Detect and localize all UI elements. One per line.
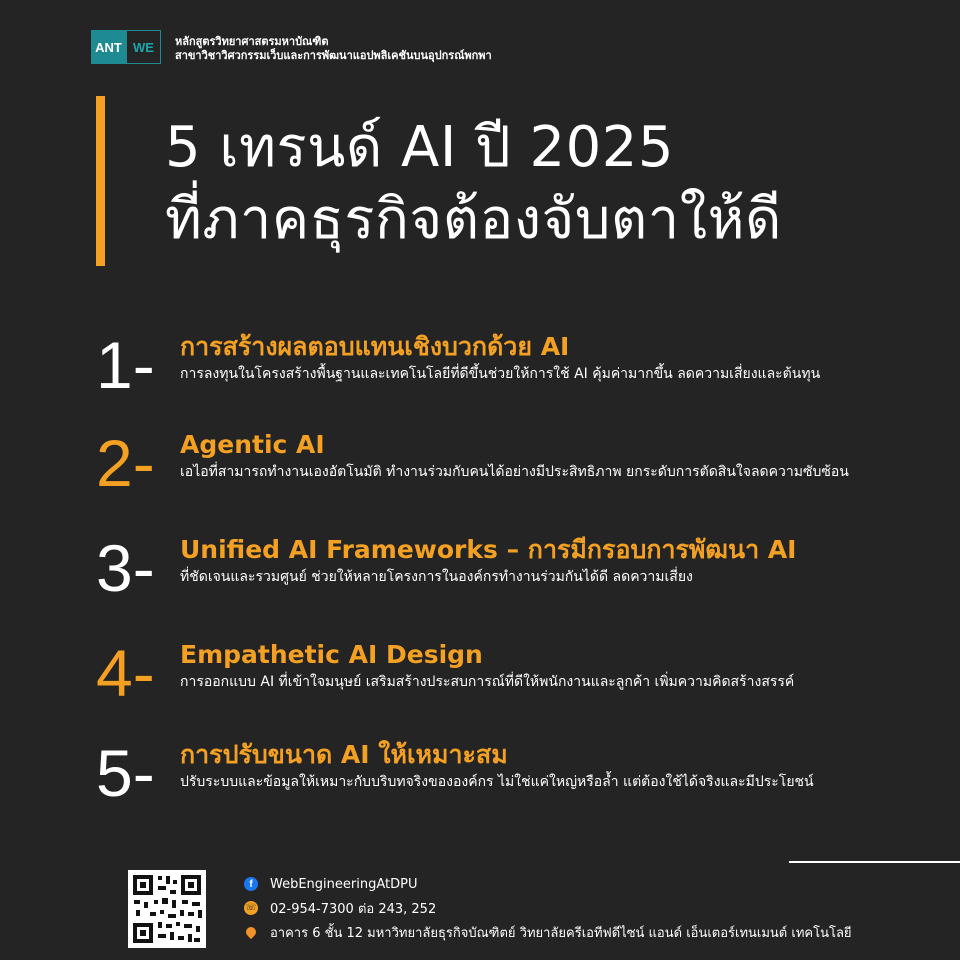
contact-facebook[interactable]	[244, 872, 852, 896]
program-line-2: สาขาวิชาวิศวกรรมเว็บและการพัฒนาแอปพลิเคชันบนอุปกรณ์พกพา	[175, 49, 492, 62]
trend-description: การลงทุนในโครงสร้างพื้นฐานและเทคโนโลยีที่ดีขึ้นช่วยให้การใช้ AI คุ้มค่ามากขึ้น ลดความเสี่ยงและต้นทุน	[180, 366, 821, 382]
contact-phone[interactable]	[244, 896, 852, 920]
title-line-2: ที่ภาคธุรกิจต้องจับตาให้ดี	[165, 187, 782, 252]
trend-title: การปรับขนาด AI ให้เหมาะสม	[180, 740, 508, 769]
trend-number: 5-	[96, 736, 155, 810]
trend-item-3	[0, 533, 960, 623]
logo	[91, 30, 161, 64]
trend-description: ปรับระบบและข้อมูลให้เหมาะกับบริบทจริงขององค์กร ไม่ใช่แค่ใหญ่หรือล้ำ แต่ต้องใช้ได้จริงและมีประโยชน์	[180, 774, 814, 790]
footer-divider	[789, 861, 960, 863]
trend-item-4	[0, 638, 960, 728]
trend-item-1	[0, 330, 960, 420]
phone-icon: ☏	[245, 903, 257, 913]
trend-description: การออกแบบ AI ที่เข้าใจมนุษย์ เสริมสร้างประสบการณ์ที่ดีให้พนักงานและลูกค้า เพิ่มความคิดสร้างสรรค์	[180, 674, 795, 690]
logo-we: WE	[126, 30, 161, 64]
trend-number: 4-	[96, 636, 155, 710]
trend-number: 1-	[96, 328, 155, 402]
trend-title: Agentic AI	[180, 430, 325, 459]
phone-number[interactable]: 02-954-7300 ต่อ 243, 252	[270, 901, 437, 917]
contact-address	[244, 920, 852, 944]
contact-info	[244, 872, 852, 944]
program-line-1: หลักสูตรวิทยาศาสตรมหาบัณฑิต	[175, 35, 329, 48]
logo-ant: ANT	[91, 30, 126, 64]
trend-title: การสร้างผลตอบแทนเชิงบวกด้วย AI	[180, 332, 570, 361]
title-accent-bar	[96, 96, 105, 266]
facebook-icon: f	[244, 877, 258, 891]
trend-description: เอไอที่สามารถทำงานเองอัตโนมัติ ทำงานร่วมกับคนได้อย่างมีประสิทธิภาพ ยกระดับการตัดสินใจลดความซับซ้อน	[180, 464, 849, 480]
facebook-page[interactable]: WebEngineeringAtDPU	[270, 876, 418, 892]
location-pin-icon	[244, 925, 258, 939]
program-name	[175, 35, 492, 63]
page-title	[165, 112, 782, 256]
trend-number: 2-	[96, 426, 155, 500]
trend-item-5	[0, 738, 960, 828]
trend-number: 3-	[96, 531, 155, 605]
trend-title: Unified AI Frameworks – การมีกรอบการพัฒนา AI	[180, 535, 797, 564]
qr-code-image	[128, 870, 206, 948]
trend-description: ที่ชัดเจนและรวมศูนย์ ช่วยให้หลายโครงการในองค์กรทำงานร่วมกันได้ดี ลดความเสี่ยง	[180, 569, 693, 585]
trend-title: Empathetic AI Design	[180, 640, 483, 669]
title-line-1: 5 เทรนด์ AI ปี 2025	[165, 115, 674, 180]
qr-code[interactable]	[128, 870, 206, 948]
trend-item-2	[0, 428, 960, 518]
address: อาคาร 6 ชั้น 12 มหาวิทยาลัยธุรกิจบัณฑิตย์ วิทยาลัยครีเอทีฟดีไซน์ แอนด์ เอ็นเตอร์เทนเมนต์ เทคโนโลยี	[270, 925, 852, 941]
